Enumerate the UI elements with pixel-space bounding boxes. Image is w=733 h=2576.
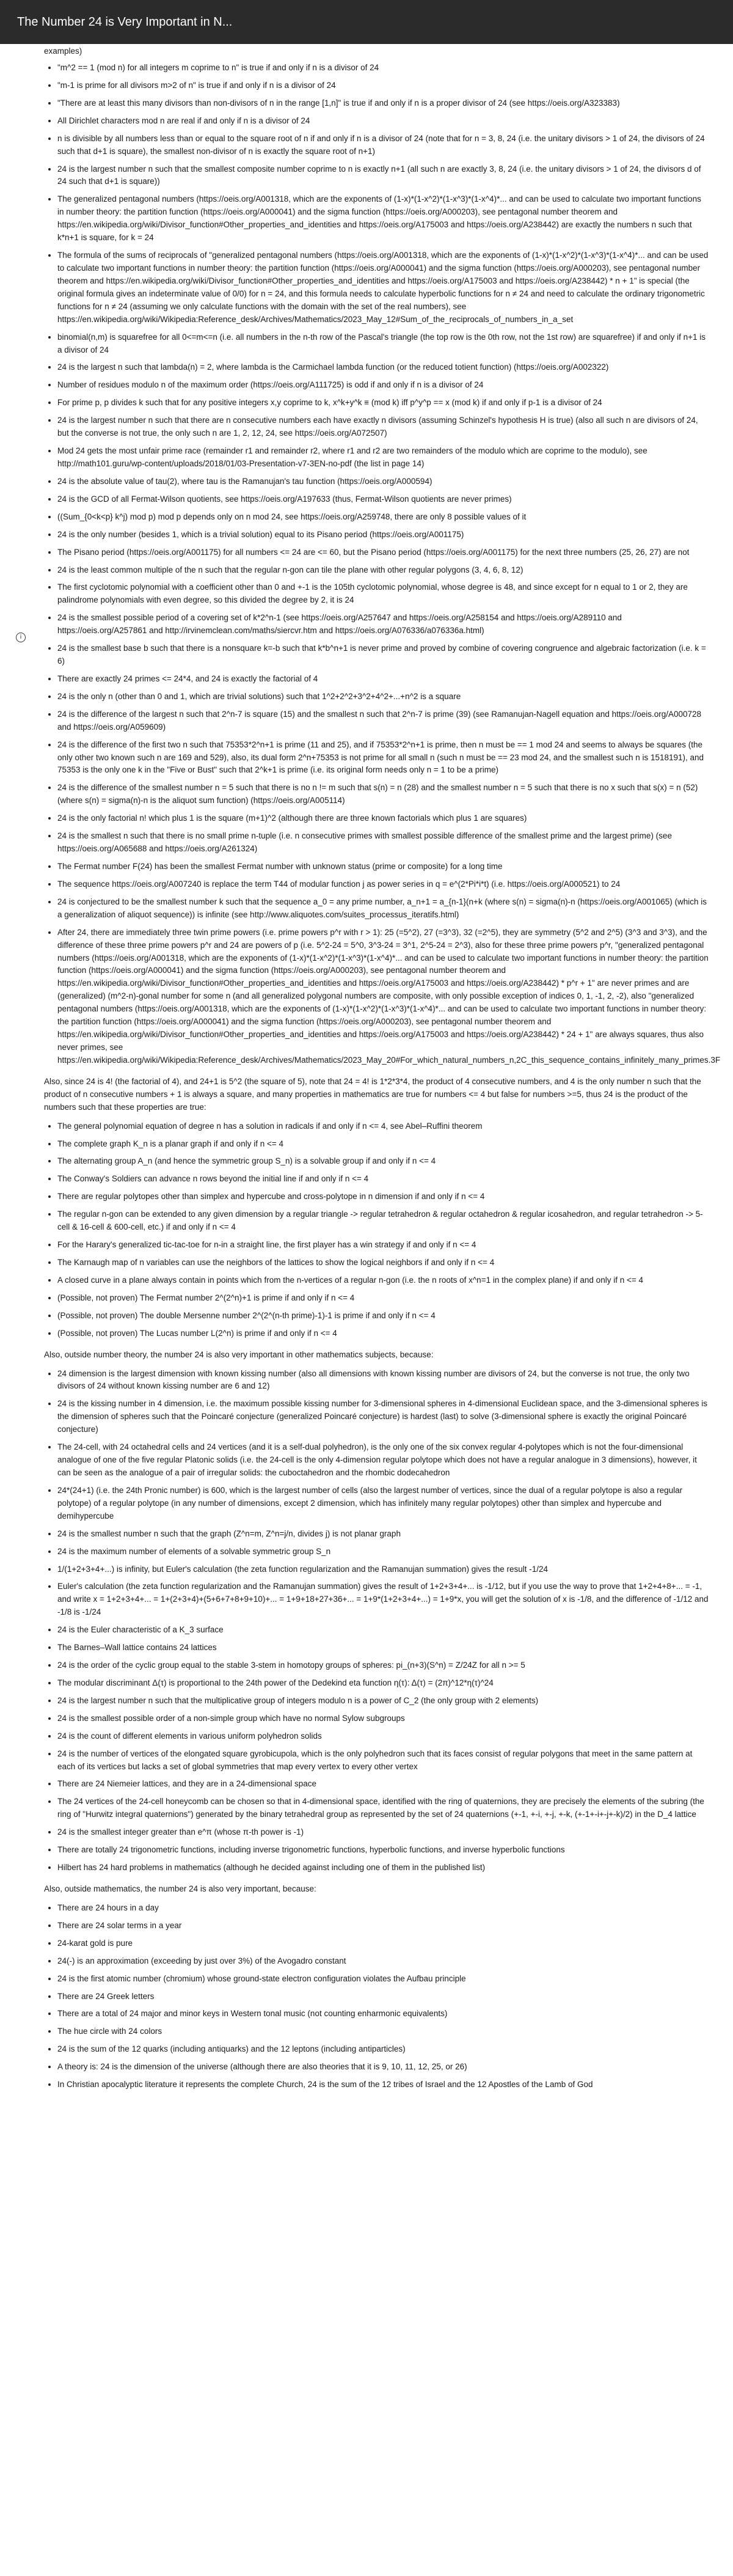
list-item: • There are totally 24 trigonometric functions, including inverse trigonometric functions, hyperbolic functions, and inverse hyperbolic functions — [57, 1844, 709, 1857]
list-item: • 24 is the kissing number in 4 dimension, i.e. the maximum possible kissing number for 3-dimensional spheres in 4-dimensional Euclidean space, and the 3-dimensional spheres is the dimension of spheres such that the Poincaré conjecture (generalized Poincaré conjecture) is hardest (last) to solve (3-dimensional sphere is exactly the original Poincaré conjecture) — [57, 1398, 709, 1436]
page-header — [0, 0, 733, 44]
factorial-paragraph: Also, since 24 is 4! (the factorial of 4), and 24+1 is 5^2 (the square of 5), note that 24 = 4! is 1*2*3*4, the product of 4 consecutive numbers, and 4 is the only number n such that the product of n consecutive numbers + 1 is always a square, and many properties in mathematics are true for numbers <= 4 but false for numbers >=5, thus 24 is the product of the numbers such that these properties are true: — [44, 1076, 701, 1112]
list-item: • "m^2 == 1 (mod n) for all integers m coprime to n" is true if and only if n is a divisor of 24 — [57, 62, 709, 75]
list-item: • 24 is the smallest integer greater than e^π (whose π-th power is -1) — [57, 1826, 709, 1839]
list-item: • The sequence https://oeis.org/A007240 is replace the term T44 of modular function j as power series in q = e^(2*Pi*i*t) (i.e. https://oeis.org/A000521) to 24 — [57, 878, 709, 891]
small-n-properties-list — [44, 1120, 709, 1340]
list-item: • There are 24 Greek letters — [57, 1991, 709, 2003]
list-item: • The hue circle with 24 colors — [57, 2025, 709, 2038]
list-item: • Hilbert has 24 hard problems in mathematics (although he decided against including one of them in the published list) — [57, 1862, 709, 1874]
list-item: • For prime p, p divides k such that for any positive integers x,y coprime to k, x^k+y^k ≡ (mod k) iff p^y^p == x (mod k) if and only if p-1 is a divisor of 24 — [57, 397, 709, 409]
list-item: • 24 is the order of the cyclic group equal to the stable 3-stem in homotopy groups of spheres: pi_(n+3)(S^n) = Z/24Z for all n >= 5 — [57, 1659, 709, 1672]
list-item: • 24 is the smallest base b such that there is a nonsquare k=-b such that k*b^n+1 is never prime and proved by combine of covering congruence and algebraic factorization (i.e. k = 6) — [57, 642, 709, 668]
list-item: • The 24 vertices of the 24-cell honeycomb can be chosen so that in 4-dimensional space, identified with the ring of quaternions, they are precisely the elements of the subring (the ring of "Hurwitz integral quaternions") generated by the binary tetrahedral group as represented by the set of 24 quaternions (+-1, +-i, +-j, +-k, (+-1+-i+-j+-k)/2) in the D_4 lattice — [57, 1796, 709, 1821]
list-item: • 24 is the smallest possible order of a non-simple group which have no normal Sylow subgroups — [57, 1712, 709, 1725]
intro-text: examples) — [44, 46, 82, 56]
list-item: • 24 is the difference of the smallest number n = 5 such that there is no n != m such that s(n) = n (28) and the smallest number n = 5 such that there is no x such that s(x) = n (52) (where s(n) = sigma(n)-n is the aliquot sum function) (https://oeis.org/A005114) — [57, 782, 709, 807]
other-math-properties-list — [44, 1368, 709, 1875]
list-item: • The Conway's Soldiers can advance n rows beyond the initial line if and only if n <= 4 — [57, 1173, 709, 1186]
outside-math-paragraph: Also, outside mathematics, the number 24 is also very important, because: — [44, 1884, 316, 1894]
list-item: • Euler's calculation (the zeta function regularization and the Ramanujan summation) gives the result of 1+2+3+4+... is -1/12, but if you use the way to prove that 1+2+4+8+... = -1, and write x = 1+2+3+4+... = 1+(2+3+4)+(5+6+7+8+9+10)+... = 1+9+18+27+36+... = 1+9*(1+2+3+4+...) = 1+9*x, you will get the solution of x is -1/8, and the difference of -1/12 and -1/8 is -1/24 — [57, 1580, 709, 1619]
list-item: • The generalized pentagonal numbers (https://oeis.org/A001318, which are the exponents of (1-x)*(1-x^2)*(1-x^3)*(1-x^4)*... and can be used to calculate two important functions in number theory: the partition function (https://oeis.org/A000041) and the sigma function (https://oeis.org/A000203), see pentagonal number theorem and https://en.wikipedia.org/wiki/Divisor_function#Other_properties_and_identities and https://oeis.org/A175003 and https://oeis.org/A238442) are exactly the numbers n such that k*n+1 is square, for k = 24 — [57, 193, 709, 244]
list-item: • 24 is the maximum number of elements of a solvable symmetric group S_n — [57, 1546, 709, 1558]
list-item: • ((Sum_{0<k<p} k^j) mod p) mod p depends only on n mod 24, see https://oeis.org/A259748, there are only 8 possible values of it — [57, 511, 709, 524]
list-item: • 24 is the count of different elements in various uniform polyhedron solids — [57, 1730, 709, 1743]
list-item: • The complete graph K_n is a planar graph if and only if n <= 4 — [57, 1138, 709, 1151]
list-item: • 24 is conjectured to be the smallest number k such that the sequence a_0 = any prime number, a_n+1 = a_{n-1}(n+k (where s(n) = sigma(n)-n (https://oeis.org/A001065) (which is a generalization of aliquot sequence)) is infinite (see http://www.aliquotes.com/suites_processus_iteratifs.html) — [57, 896, 709, 922]
list-item: • (Possible, not proven) The Fermat number 2^(2^n)+1 is prime if and only if n <= 4 — [57, 1292, 709, 1305]
list-item: • 24 is the least common multiple of the n such that the regular n-gon can tile the plane with other regular polygons (3, 4, 6, 8, 12) — [57, 564, 709, 577]
list-item: • There are exactly 24 primes <= 24*4, and 24 is exactly the factorial of 4 — [57, 673, 709, 686]
list-item: • The formula of the sums of reciprocals of "generalized pentagonal numbers (https://oeis.org/A001318, which are the exponents of (1-x)*(1-x^2)*(1-x^3)*(1-x^4)*... and can be used to calculate two important functions in number theory: the partition function (https://oeis.org/A000041) and the sigma function (https://oeis.org/A000203), see pentagonal number theorem and https://en.wikipedia.org/wiki/Divisor_function#Other_properties_and_identities and https://oeis.org/A175003 and https://oeis.org/A238442) * n + 1" is special (the original formula gives an indeterminate value of 0/0) for n = 24, and this formula needs to calculate hyperbolic functions for n ≠ 24 and need to calculate the ordinary trigonometric functions for n ≠ 24 (assuming we only calculate functions with the domain with the set of the real numbers), see https://en.wikipedia.org/wiki/Wikipedia:Reference_desk/Archives/Mathematics/2023_May_12#Sum_of_the_reciprocals_of_numbers_in_a_set — [57, 249, 709, 326]
list-item: • Mod 24 gets the most unfair prime race (remainder r1 and remainder r2, where r1 and r2 are two remainders of the modulo which are coprime to the modulo), see http://math101.guru/wp-content/uploads/2018/01/03-Presentation-v7-3EN-no-pdf (the list in page 14) — [57, 445, 709, 471]
list-item: • 24 is the largest n such that lambda(n) = 2, where lambda is the Carmichael lambda function (or the reduced totient function) (https://oeis.org/A002322) — [57, 361, 709, 374]
list-item: • 24 is the smallest number n such that the graph (Z^n=m, Z^n=j/n, divides j) is not planar graph — [57, 1528, 709, 1541]
outside-math-properties-list — [44, 1902, 709, 2091]
list-item: • 24 is the smallest possible period of a covering set of k*2^n-1 (see https://oeis.org/A257647 and https://oeis.org/A258154 and https://oeis.org/A289110 and https://oeis.org/A257861 and http://irvinemclean.com/maths/siercvr.htm and https://oeis.org/A076336/a076336a.html) — [57, 612, 709, 637]
list-item: • 24 is the largest number n such that there are n consecutive numbers each have exactly n divisors (assuming Schinzel's hypothesis H is true) (also all such n are divisors of 24, but the converse is not true, the only such n are 1, 2, 12, 24, see https://oeis.org/A072507) — [57, 414, 709, 440]
list-item: • "There are at least this many divisors than non-divisors of n in the range [1,n]" is true if and only if n is a proper divisor of 24 (see https://oeis.org/A323383) — [57, 97, 709, 110]
list-item: • All Dirichlet characters mod n are real if and only if n is a divisor of 24 — [57, 115, 709, 128]
list-item: • 24 is the Euler characteristic of a K_3 surface — [57, 1624, 709, 1637]
list-item: • 24 is the smallest n such that there is no small prime n-tuple (i.e. n consecutive primes with smallest possible difference of the smallest prime and the largest prime) (see https://oeis.org/A065688 and https://oeis.org/A261324) — [57, 830, 709, 856]
list-item: • 24 is the largest number n such that the smallest composite number coprime to n is exactly n+1 (all such n are exactly 3, 8, 24 (i.e. the unitary divisors > 1 of 24, the divisors d of 24 such that d+1 is square)) — [57, 163, 709, 189]
list-item: • There are 24 solar terms in a year — [57, 1920, 709, 1932]
list-item: • The general polynomial equation of degree n has a solution in radicals if and only if n <= 4, see Abel–Ruffini theorem — [57, 1120, 709, 1133]
list-item: • 24 is the sum of the 12 quarks (including antiquarks) and the 12 leptons (including antiparticles) — [57, 2043, 709, 2056]
list-item: • binomial(n,m) is squarefree for all 0<=m<=n (i.e. all numbers in the n-th row of the Pascal's triangle (the top row is the 0th row, not the 1st row) are squarefree) if and only if n+1 is a divisor of 24 — [57, 331, 709, 357]
list-item: • 24 is the first atomic number (chromium) whose ground-state electron configuration violates the Aufbau principle — [57, 1973, 709, 1986]
list-item: • The Fermat number F(24) has been the smallest Fermat number with unknown status (prime or composite) for a long time — [57, 861, 709, 873]
list-item: • 24 is the absolute value of tau(2), where tau is the Ramanujan's tau function (https://oeis.org/A000594) — [57, 475, 709, 488]
list-item: • 24*(24+1) (i.e. the 24th Pronic number) is 600, which is the largest number of cells (also the largest number of vertices, since the dual of a regular polytope is also a regular polytope) of a regular polytope (in any number of dimensions, except 2 dimension, which has infinitely many regular polytopes) other than simplex and hypercube and demihypercube — [57, 1484, 709, 1523]
list-item: • (Possible, not proven) The Lucas number L(2^n) is prime if and only if n <= 4 — [57, 1327, 709, 1340]
list-item: • There are 24 Niemeier lattices, and they are in a 24-dimensional space — [57, 1778, 709, 1791]
other-math-paragraph: Also, outside number theory, the number 24 is also very important in other mathematics subjects, because: — [44, 1349, 434, 1359]
page-title: The Number 24 is Very Important in N... — [17, 15, 233, 29]
list-item: • For the Harary's generalized tic-tac-toe for n-in a straight line, the first player has a win strategy if and only if n <= 4 — [57, 1239, 709, 1252]
list-item: • 24 is the difference of the first two n such that 75353*2^n+1 is prime (11 and 25), and if 75353*2^n+1 is prime, then n must be == 1 mod 24 and seems to always be squares (the only other two known such n are 169 and 529), also, its dual form 2^n+75353 is not prime for all small n (such n must be == 23 mod 24, and the smallest such n is 1518191), and 75353 is the only one k in the "Five or Bust" such that 2^k+1 is prime (i.e. its original form needs only n = 1 to be a prime) — [57, 739, 709, 777]
list-item: • n is divisible by all numbers less than or equal to the square root of n if and only if n is a divisor of 24 (note that for n = 3, 8, 24 (i.e. the unitary divisors > 1 of 24, the divisors of 24 such that d+1 is square), the smallest non-divisor of n is exactly the square root of n+1) — [57, 133, 709, 158]
list-item: • The first cyclotomic polynomial with a coefficient other than 0 and +-1 is the 105th cyclotomic polynomial, whose degree is 48, and since except for n equal to 1 or 2, they are palindrome polynomials with even degree, so this divided the degree by 2, it is 24 — [57, 581, 709, 607]
list-item: • 24 is the only factorial n! which plus 1 is the square (m+1)^2 (although there are three known factorials which plus 1 are squares) — [57, 812, 709, 825]
list-item: • The 24-cell, with 24 octahedral cells and 24 vertices (and it is a self-dual polyhedron), is the only one of the six convex regular 4-polytopes which is not the four-dimensional analogue of one of the five regular Platonic solids (i.e. the 24-cell is the only 4-dimension regular polytope which does not have a regular analogue in 3 dimensions), however, it can be seen as the analogue of a pair of irregular solids: the cuboctahedron and the rhombic dodecahedron — [57, 1441, 709, 1480]
list-item: • A closed curve in a plane always contain in points which from the n-vertices of a regular n-gon (i.e. the n roots of x^n=1 in the complex plane) if and only if n <= 4 — [57, 1274, 709, 1287]
list-item: • 24 is the only number (besides 1, which is a trivial solution) equal to its Pisano period (https://oeis.org/A001175) — [57, 529, 709, 541]
list-item: • The Barnes–Wall lattice contains 24 lattices — [57, 1642, 709, 1654]
list-item: • "m-1 is prime for all divisors m>2 of n" is true if and only if n is a divisor of 24 — [57, 79, 709, 92]
list-item: • 24-karat gold is pure — [57, 1937, 709, 1950]
list-item: • The alternating group A_n (and hence the symmetric group S_n) is a solvable group if and only if n <= 4 — [57, 1155, 709, 1168]
list-item: • 24 is the number of vertices of the elongated square gyrobicupola, which is the only polyhedron such that its faces consist of regular polygons that meet in the same pattern at each of its vertices but lacks a set of global symmetries that map every vertex to every other vertex — [57, 1748, 709, 1774]
list-item: • After 24, there are immediately three twin prime powers (i.e. prime powers p^r with r > 1): 25 (=5^2), 27 (=3^3), 32 (=2^5), they are symmetry (5^2 and 2^5) (3^3 and 3^3), and the difference of these three prime powers p^r and 24 are powers of p (i.e. 5^2-24 = 5^0, 3^3-24 = 3^1, 2^5-24 = 2^3), also for these three prime powers p^r, "generalized pentagonal numbers (https://oeis.org/A001318, which are the exponents of (1-x)*(1-x^2)*(1-x^3)*(1-x^4)*... and can be used to calculate two important functions in number theory: the partition function (https://oeis.org/A000041) and the sigma function (https://oeis.org/A000203), see pentagonal number theorem and https://en.wikipedia.org/wiki/Divisor_function#Other_properties_and_identities and https://oeis.org/A175003 and https://oeis.org/A238442) * p^r + 1" are never primes and are (generalized) (m^2-n)-gonal number for some n (and all generalized polygonal numbers are composite, with only possible exception of indices 0, 1, -1, 2, -2), also "generalized pentagonal numbers (https://oeis.org/A001318, which are the exponents of (1-x)*(1-x^2)*(1-x^3)*(1-x^4)*... and can be used to calculate two important functions in number theory: the partition function (https://oeis.org/A000041) and the sigma function (https://oeis.org/A000203), see pentagonal number theorem and https://en.wikipedia.org/wiki/Divisor_function#Other_properties_and_identities and https://oeis.org/A175003 and https://oeis.org/A238442) * 24 + 1" are always squares, thus also never primes, see https://en.wikipedia.org/wiki/Wikipedia:Reference_desk/Archives/Mathematics/2023_May_20#For_which_natural_numbers_n,2C_this_sequence_contains_infinitely_many_primes.3F — [57, 927, 709, 1067]
list-item: • 24 dimension is the largest dimension with known kissing number (also all dimensions with known kissing number are divisors of 24, but the converse is not true, the only two divisors of 24 without known kissing number are 6 and 12) — [57, 1368, 709, 1393]
number-theory-properties-list — [44, 62, 721, 1067]
list-item: • Number of residues modulo n of the maximum order (https://oeis.org/A111725) is odd if and only if n is a divisor of 24 — [57, 379, 709, 392]
info-icon[interactable]: i — [16, 633, 26, 642]
list-item: • There are 24 hours in a day — [57, 1902, 709, 1915]
list-item: • The Karnaugh map of n variables can use the neighbors of the lattices to show the logical neighbors if and only if n <= 4 — [57, 1257, 709, 1269]
list-item: • In Christian apocalyptic literature it represents the complete Church, 24 is the sum of the 12 tribes of Israel and the 12 Apostles of the Lamb of God — [57, 2079, 709, 2091]
list-item: • 24 is the only n (other than 0 and 1, which are trivial solutions) such that 1^2+2^2+3^2+4^2+...+n^2 is a square — [57, 691, 709, 703]
list-item: • (Possible, not proven) The double Mersenne number 2^(2^(n-th prime)-1)-1 is prime if and only if n <= 4 — [57, 1310, 709, 1323]
list-item: • The Pisano period (https://oeis.org/A001175) for all numbers <= 24 are <= 60, but the Pisano period (https://oeis.org/A001175) for the next three numbers (25, 26, 27) are not — [57, 546, 709, 559]
list-item: • 24 is the GCD of all Fermat-Wilson quotients, see https://oeis.org/A197633 (thus, Fermat-Wilson quotients are never primes) — [57, 493, 709, 506]
list-item: • There are regular polytopes other than simplex and hypercube and cross-polytope in n dimension if and only if n <= 4 — [57, 1191, 709, 1203]
list-item: • 24 is the difference of the largest n such that 2^n-7 is square (15) and the smallest n such that 2^n-7 is prime (39) (see Ramanujan-Nagell equation and https://oeis.org/A000728 and https://oeis.org/A059609) — [57, 708, 709, 734]
list-item: • The regular n-gon can be extended to any given dimension by a regular triangle -> regular tetrahedron & regular octahedron & regular icosahedron, and regular tetrahedron -> 5-cell & 16-cell & 600-cell, etc.) if and only if n <= 4 — [57, 1208, 709, 1234]
list-item: • There are a total of 24 major and minor keys in Western tonal music (not counting enharmonic equivalents) — [57, 2008, 709, 2020]
list-item: • 24(-) is an approximation (exceeding by just over 3%) of the Avogadro constant — [57, 1955, 709, 1968]
list-item: • 1/(1+2+3+4+...) is infinity, but Euler's calculation (the zeta function regularization and the Ramanujan summation) gives the result -1/24 — [57, 1563, 709, 1576]
list-item: • The modular discriminant Δ(τ) is proportional to the 24th power of the Dedekind eta function η(τ): Δ(τ) = (2π)^12*η(τ)^24 — [57, 1677, 709, 1690]
list-item: • 24 is the largest number n such that the multiplicative group of integers modulo n is a power of C_2 (the only group with 2 elements) — [57, 1695, 709, 1708]
list-item: • A theory is: 24 is the dimension of the universe (although there are also theories that it is 9, 10, 11, 12, 25, or 26) — [57, 2061, 709, 2074]
